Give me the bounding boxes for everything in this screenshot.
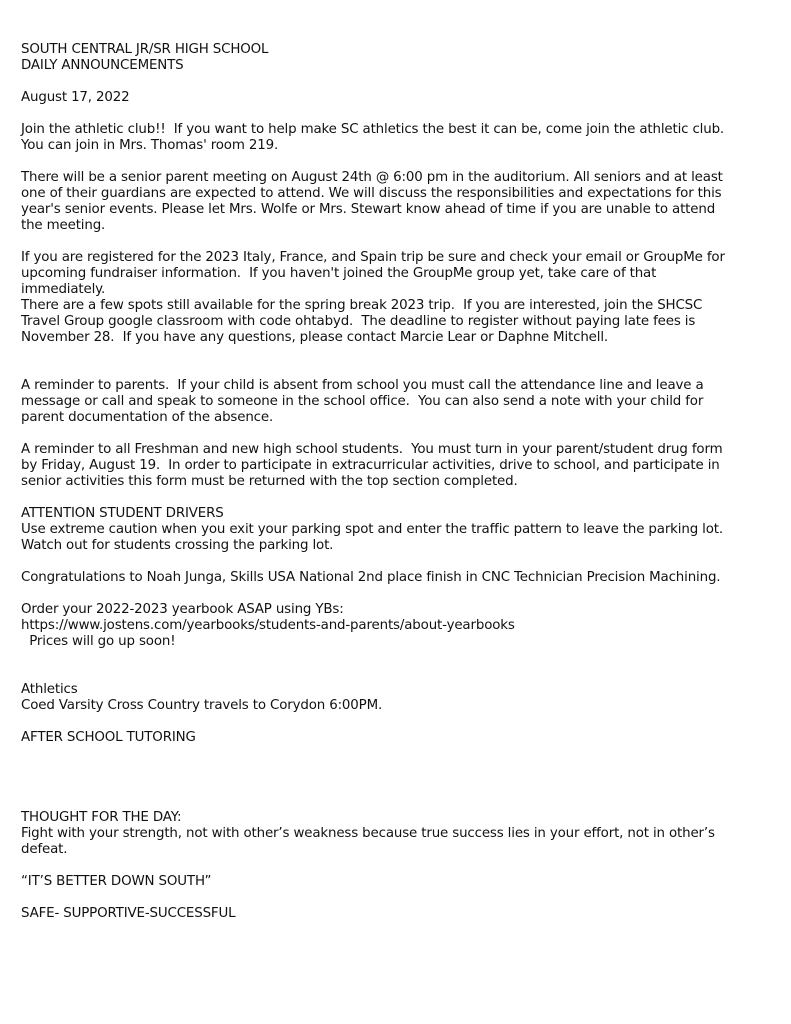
paragraph-line: Coed Varsity Cross Country travels to Corydon 6:00PM. (21, 698, 383, 713)
paragraph-line: upcoming fundraiser information. If you haven't joined the GroupMe group yet, take care of that (21, 266, 657, 281)
slogan-line: “IT’S BETTER DOWN SOUTH” (21, 874, 212, 889)
yearbook-url: https://www.jostens.com/yearbooks/students-and-parents/about-yearbooks (21, 618, 515, 633)
thought-paragraph (21, 810, 773, 858)
paragraph-line: by Friday, August 19. In order to participate in extracurricular activities, drive to school, and participate in (21, 458, 720, 473)
announcement-document (21, 42, 773, 922)
trip-paragraph (21, 250, 773, 346)
paragraph-line: message or call and speak to someone in the school office. You can also send a note with your child for (21, 394, 704, 409)
tutoring-heading: AFTER SCHOOL TUTORING (21, 730, 196, 745)
paragraph-line: parent documentation of the absence. (21, 410, 274, 425)
paragraph-line: There are a few spots still available for the spring break 2023 trip. If you are interested, join the SHCSC (21, 298, 703, 313)
paragraph-line: A reminder to all Freshman and new high school students. You must turn in your parent/student drug form (21, 442, 723, 457)
congratulations-line: Congratulations to Noah Junga, Skills USA National 2nd place finish in CNC Technician Precision Machining. (21, 570, 721, 585)
paragraph-line: defeat. (21, 842, 68, 857)
athletics-paragraph (21, 682, 773, 714)
paragraph-line: Join the athletic club!! If you want to help make SC athletics the best it can be, come join the athletic club. (21, 122, 725, 137)
paragraph-line: one of their guardians are expected to attend. We will discuss the responsibilities and expectations for this (21, 186, 722, 201)
paragraph-line: Order your 2022-2023 yearbook ASAP using YBs: (21, 602, 344, 617)
document-title: DAILY ANNOUNCEMENTS (21, 58, 184, 73)
student-drivers-paragraph (21, 506, 773, 554)
paragraph-line: Use extreme caution when you exit your parking spot and enter the traffic pattern to leave the parking lot. (21, 522, 723, 537)
paragraph-line: Travel Group google classroom with code ohtabyd. The deadline to register without paying late fees is (21, 314, 696, 329)
section-heading: THOUGHT FOR THE DAY: (21, 810, 182, 825)
paragraph-line: Prices will go up soon! (21, 634, 176, 649)
paragraph-line: Watch out for students crossing the parking lot. (21, 538, 334, 553)
paragraph-line: A reminder to parents. If your child is absent from school you must call the attendance line and leave a (21, 378, 704, 393)
section-heading: Athletics (21, 682, 78, 697)
paragraph-line: immediately. (21, 282, 106, 297)
paragraph-line: senior activities this form must be returned with the top section completed. (21, 474, 518, 489)
paragraph-line: You can join in Mrs. Thomas' room 219. (21, 138, 279, 153)
drug-form-paragraph (21, 442, 773, 490)
paragraph-line: year's senior events. Please let Mrs. Wolfe or Mrs. Stewart know ahead of time if you are unable to attend (21, 202, 716, 217)
absence-reminder-paragraph (21, 378, 773, 426)
paragraph-line: Fight with your strength, not with other’s weakness because true success lies in your effort, not in other’s (21, 826, 715, 841)
school-name: SOUTH CENTRAL JR/SR HIGH SCHOOL (21, 42, 269, 57)
announcement-date: August 17, 2022 (21, 90, 130, 105)
athletic-club-paragraph (21, 122, 773, 154)
yearbook-paragraph (21, 602, 773, 650)
paragraph-line: the meeting. (21, 218, 106, 233)
paragraph-line: There will be a senior parent meeting on August 24th @ 6:00 pm in the auditorium. All seniors and at least (21, 170, 723, 185)
motto-line: SAFE- SUPPORTIVE-SUCCESSFUL (21, 906, 236, 921)
senior-meeting-paragraph (21, 170, 773, 234)
paragraph-line: November 28. If you have any questions, please contact Marcie Lear or Daphne Mitchell. (21, 330, 609, 345)
section-heading: ATTENTION STUDENT DRIVERS (21, 506, 224, 521)
paragraph-line: If you are registered for the 2023 Italy, France, and Spain trip be sure and check your email or GroupMe for (21, 250, 725, 265)
